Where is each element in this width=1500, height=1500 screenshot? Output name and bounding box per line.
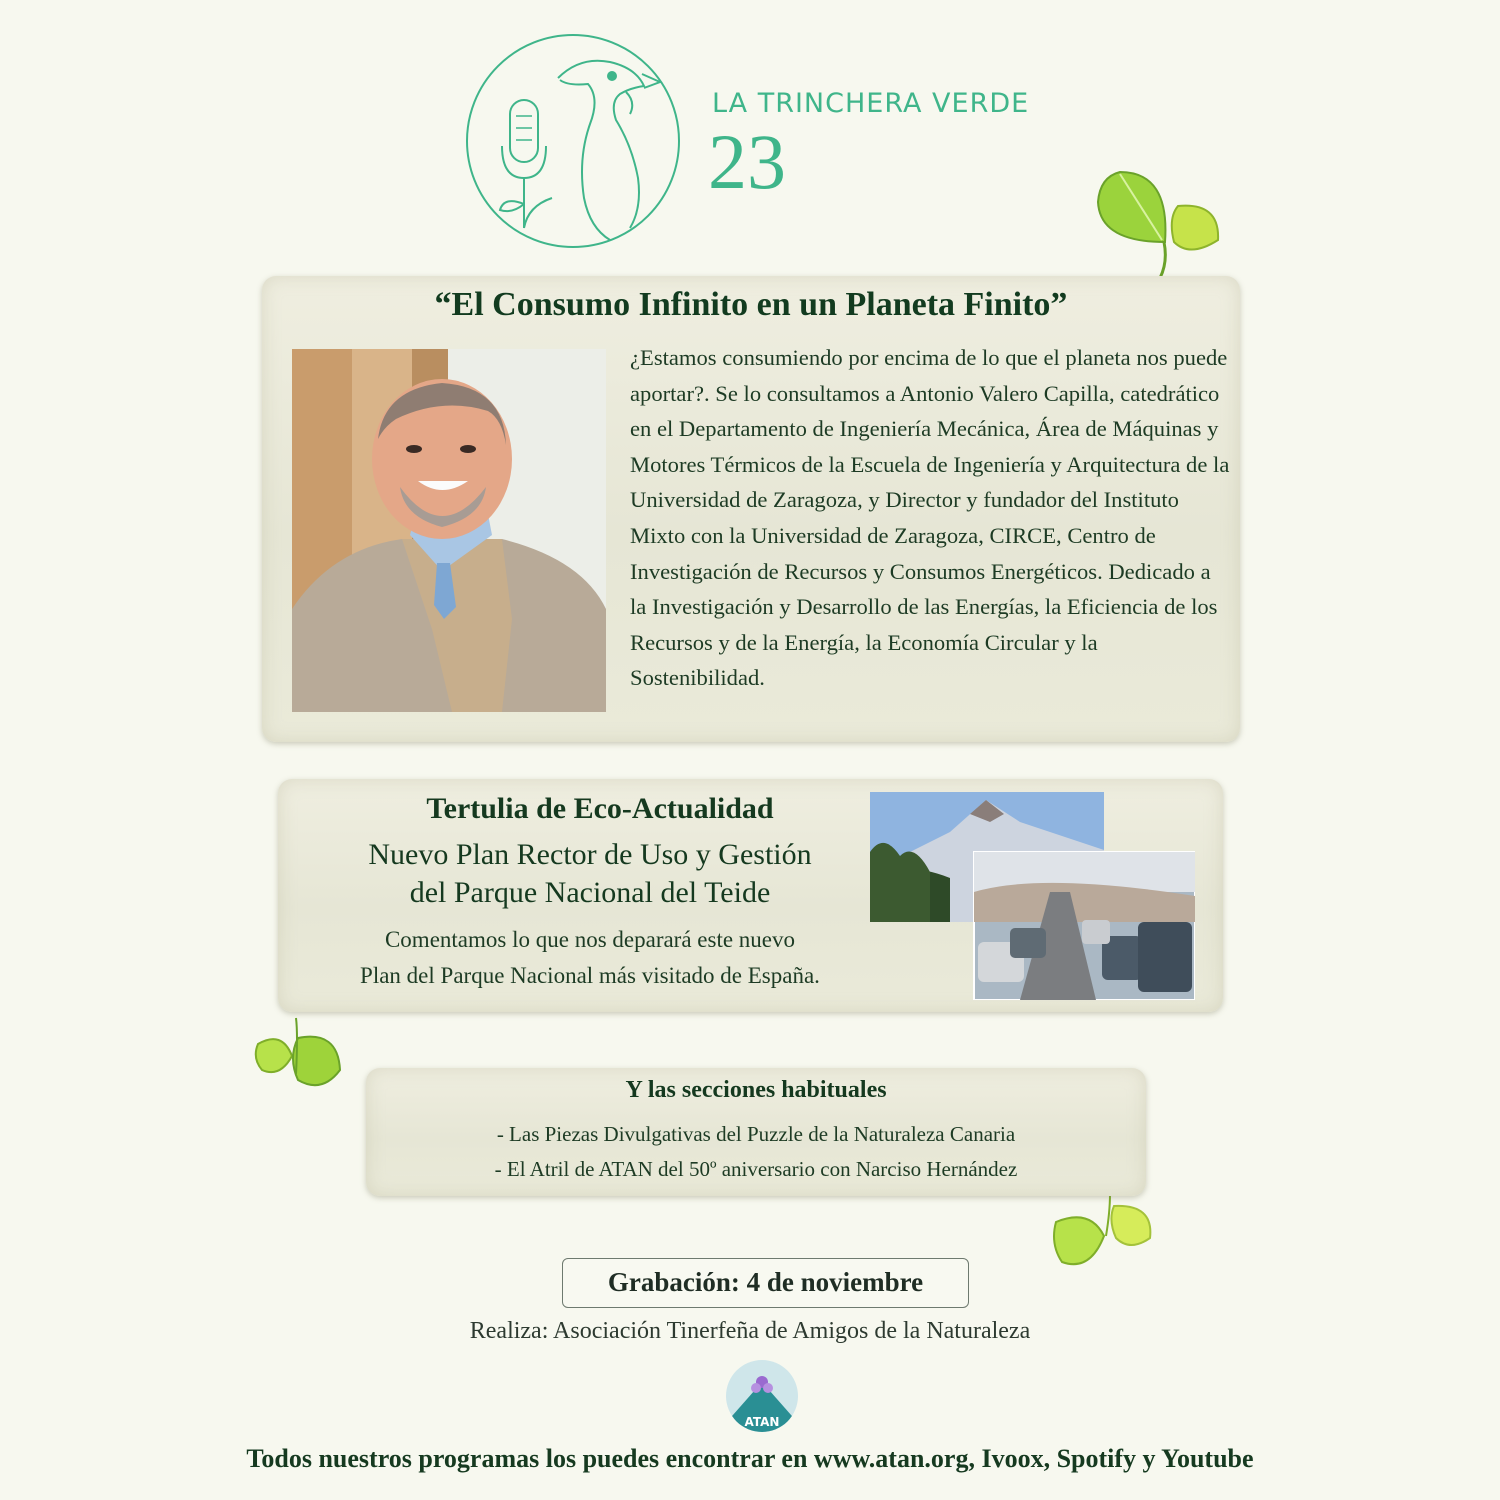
brand-title: LA TRINCHERA VERDE (712, 88, 1030, 119)
sections-list (366, 1117, 1146, 1187)
tertulia-subtitle-line: del Parque Nacional del Teide (409, 876, 771, 909)
leaf-icon (1050, 1192, 1160, 1278)
leaf-icon (1090, 162, 1230, 282)
recording-date-badge: Grabación: 4 de noviembre (562, 1258, 969, 1308)
atan-logo-text: ATAN (744, 1415, 780, 1429)
sections-heading: Y las secciones habituales (625, 1077, 887, 1103)
feature-title: “El Consumo Infinito en un Planeta Finito” (434, 286, 1068, 323)
teide-photo-collage (870, 792, 1195, 1000)
tertulia-heading: Tertulia de Eco-Actualidad (426, 792, 774, 825)
tertulia-description (290, 922, 890, 994)
tertulia-subtitle (290, 836, 890, 912)
podcast-logo (460, 28, 686, 254)
feature-description: ¿Estamos consumiendo por encima de lo que el planeta nos puede aportar?. Se lo consultamos a Antonio Valero Capilla, catedrático en el Departamento de Ingeniería Mecánica, Área de Máquinas y Motores Térmicos de la Escuela de Ingeniería y Arquitectura de la Universidad de Zaragoza, y Director y fundador del Instituto Mixto con la Universidad de Zaragoza, CIRCE, Centro de Investigación de Recursos y Consumos Energéticos. Dedicado a la Investigación y Desarrollo de las Energías, la Eficiencia de los Recursos y de la Energía, la Economía Circular y la Sostenibilidad. (630, 345, 1230, 691)
footer-text: Todos nuestros programas los puedes encontrar en www.atan.org, Ivoox, Spotify y Youtube (246, 1444, 1254, 1473)
tertulia-description-line: Plan del Parque Nacional más visitado de España. (360, 963, 820, 988)
leaf-icon (252, 1014, 348, 1094)
list-item: - El Atril de ATAN del 50º aniversario con Narciso Hernández (494, 1157, 1018, 1181)
atan-logo (718, 1360, 806, 1432)
episode-number: 23 (708, 118, 786, 205)
producer-credit: Realiza: Asociación Tinerfeña de Amigos de la Naturaleza (469, 1318, 1031, 1344)
guest-photo (292, 349, 606, 712)
tertulia-description-line: Comentamos lo que nos deparará este nuevo (384, 927, 796, 952)
list-item: - Las Piezas Divulgativas del Puzzle de la Naturaleza Canaria (496, 1122, 1016, 1146)
tertulia-subtitle-line: Nuevo Plan Rector de Uso y Gestión (368, 838, 812, 871)
